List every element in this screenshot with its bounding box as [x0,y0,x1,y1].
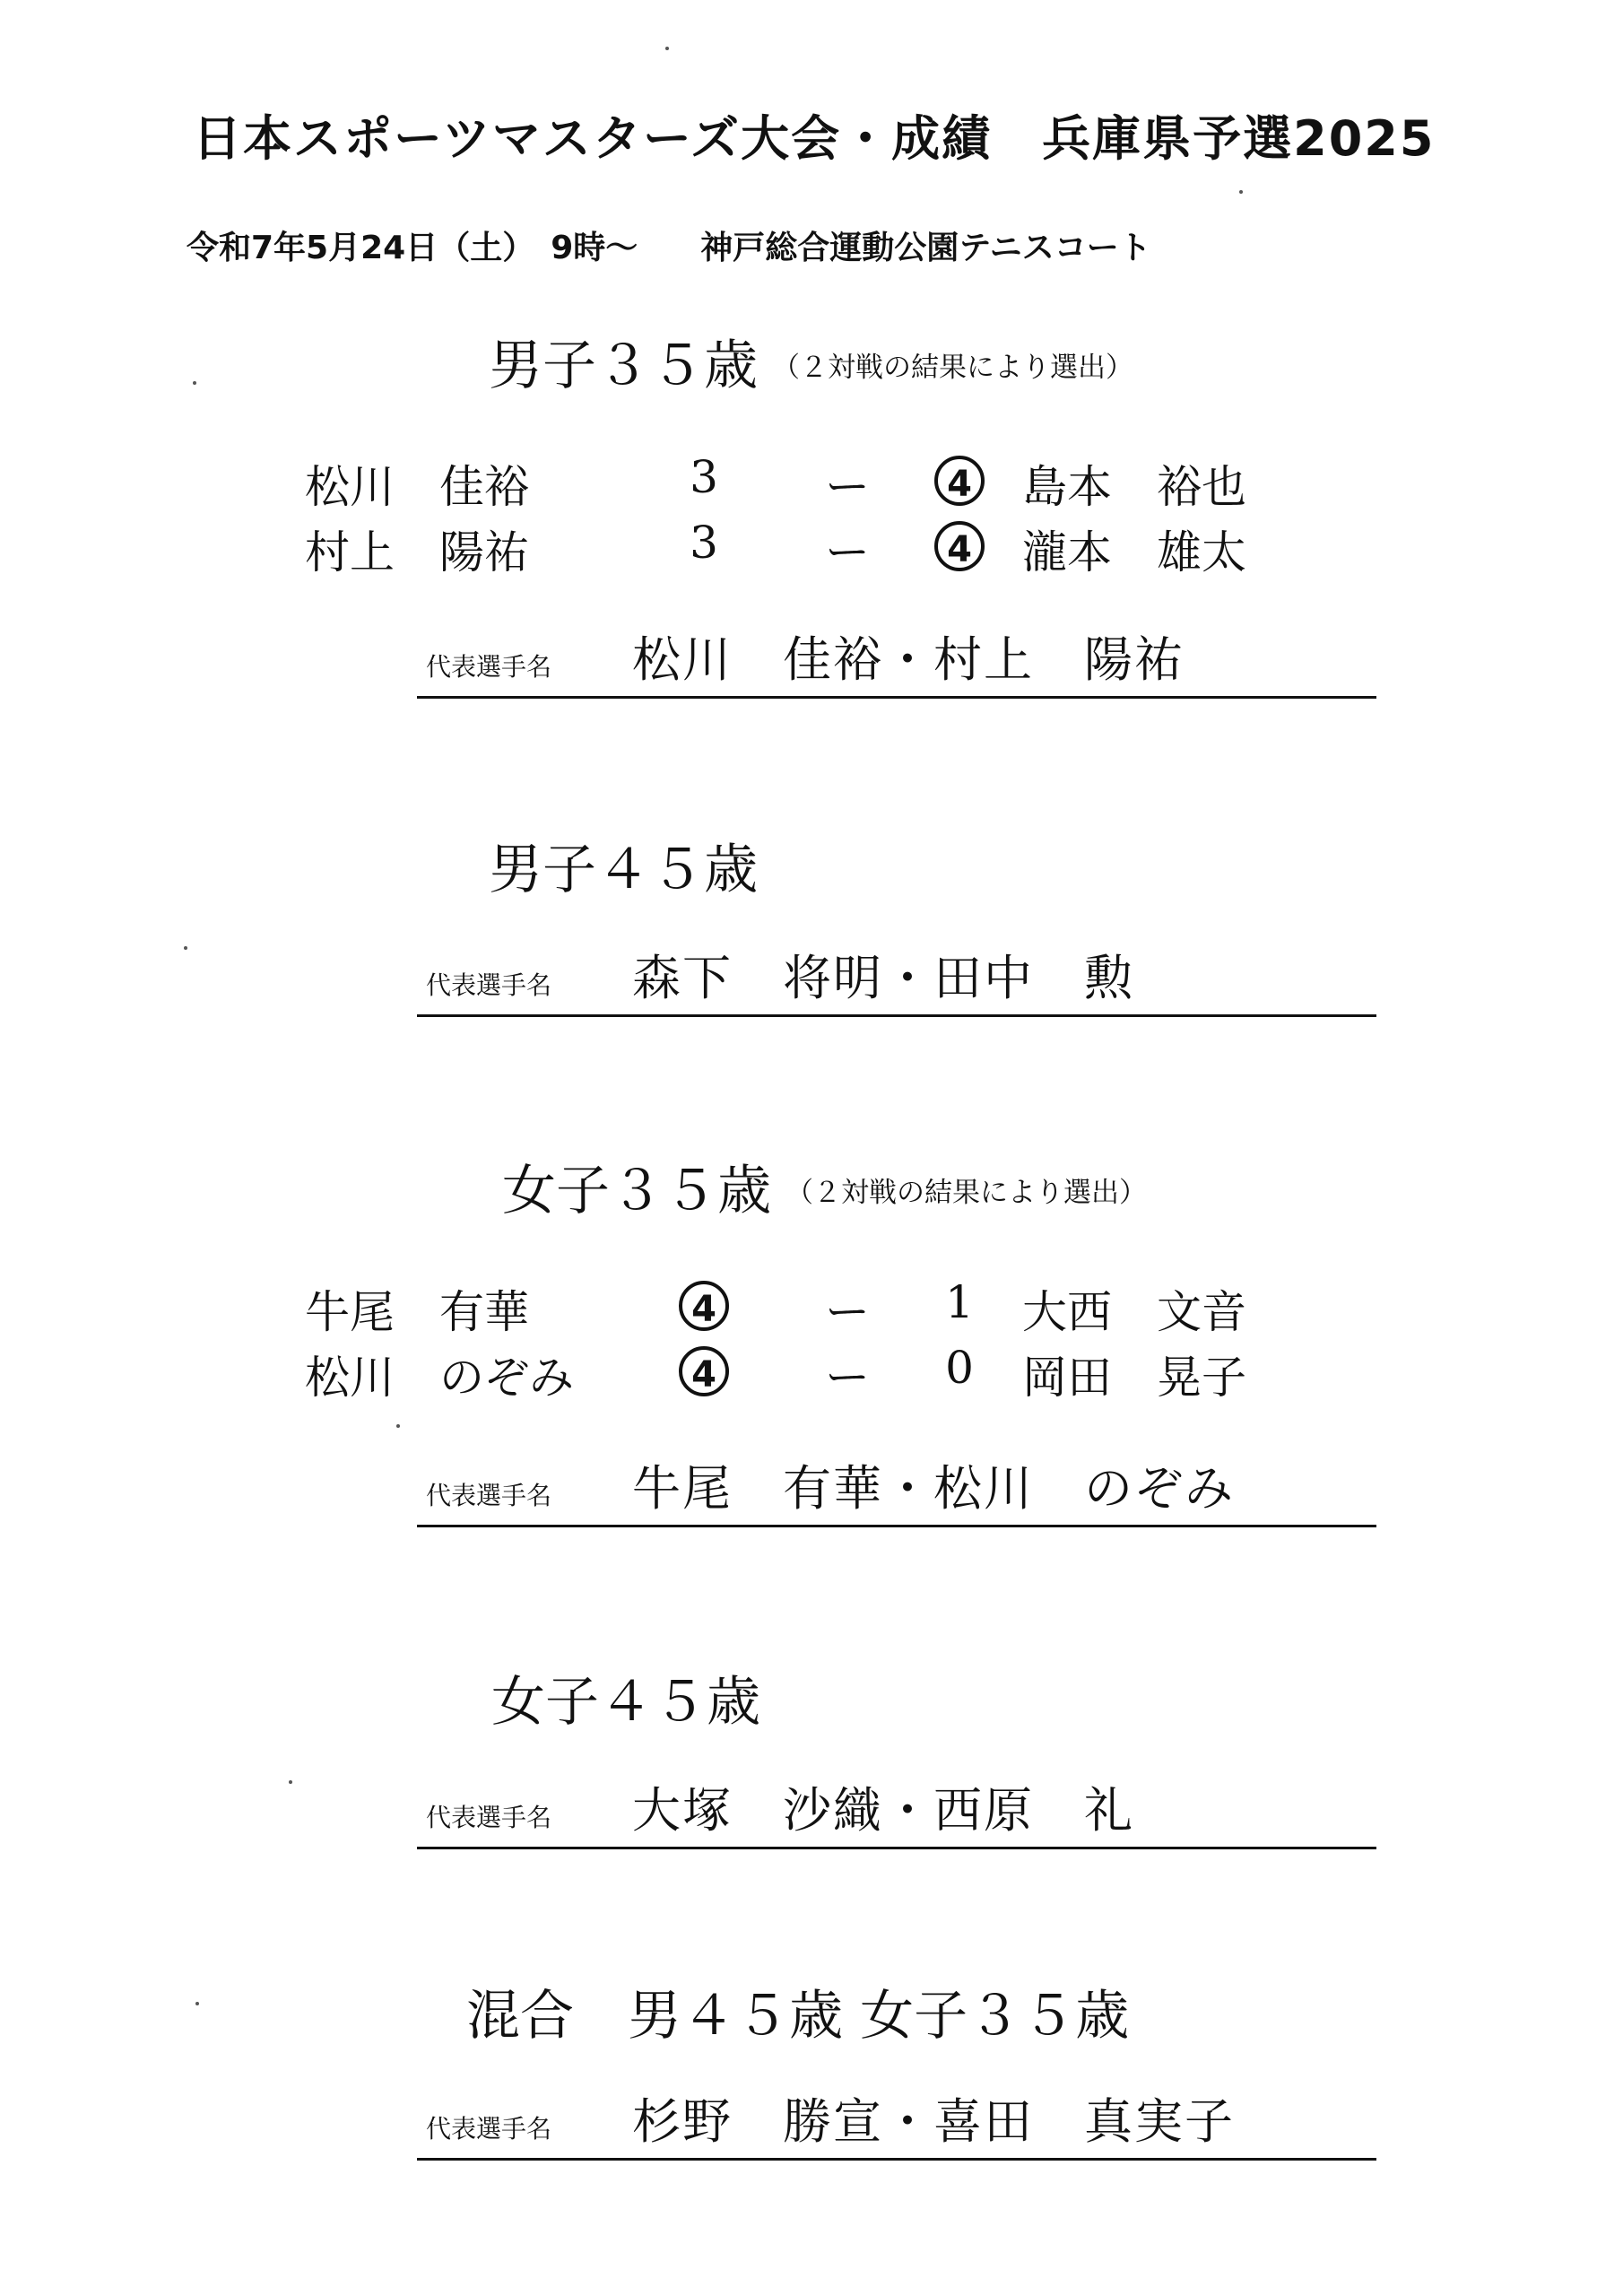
scan-speck [195,2002,199,2005]
event-info [187,222,1151,268]
event-date: 令和7年5月24日（土） 9時～ [187,230,638,266]
winner-score [924,451,995,503]
section-title: 女子３５歳 [502,1160,771,1222]
match-row [305,451,1309,514]
player2-name: 大西 文音 [1022,1286,1246,1338]
winner-circled-score: 4 [934,521,985,571]
player2-name: 岡田 晃子 [1022,1352,1246,1404]
winner-score [924,517,995,569]
scan-speck [665,47,669,50]
representatives-men35 [417,628,1376,699]
representatives-label: 代表選手名 [426,2114,552,2144]
winner-circled-score: 4 [934,456,985,506]
section-title: 女子４５歳 [491,1671,760,1734]
representatives-mixed [417,2090,1376,2161]
representatives-label: 代表選手名 [426,652,552,682]
scan-speck [193,381,196,385]
scan-speck [289,1780,292,1784]
representatives-label: 代表選手名 [426,1481,552,1510]
representatives-names: 松川 佳裕・村上 陽祐 [632,631,1185,688]
representatives-label: 代表選手名 [426,970,552,1000]
section-note: （２対戦の結果により選出） [772,352,1133,384]
winner-circled-score: 4 [679,1281,729,1331]
player1-score: 3 [690,517,718,569]
scan-speck [396,1424,400,1428]
representatives-names: 森下 将明・田中 勲 [632,950,1134,1006]
player1-score: 3 [690,451,718,503]
player1-name: 村上 陽祐 [305,526,529,578]
player1-name: 松川 のぞみ [305,1352,574,1404]
section-note: （２対戦の結果により選出） [785,1177,1147,1209]
winner-circled-score: 4 [679,1346,729,1396]
player2-score: 0 [945,1342,974,1394]
score-separator: ー [825,1286,870,1338]
representatives-label: 代表選手名 [426,1803,552,1832]
representatives-names: 牛尾 有華・松川 のぞみ [632,1460,1235,1517]
representatives-names: 大塚 沙織・西原 礼 [632,1782,1134,1839]
section-heading-mixed [466,1973,1129,2050]
section-heading-men35 [489,323,1133,400]
section-heading-women45 [491,1659,760,1736]
representatives-women45 [417,1779,1376,1849]
scan-speck [1239,190,1243,194]
winner-score [668,1276,740,1328]
section-title: 男子３５歳 [489,335,758,397]
document-title: 日本スポーツマスターズ大会・成績 兵庫県予選2025 [193,110,1436,167]
representatives-names: 杉野 勝宣・喜田 真実子 [632,2093,1235,2150]
player1-name: 牛尾 有華 [305,1286,529,1338]
player2-name: 瀧本 雄太 [1022,526,1246,578]
player2-name: 島本 裕也 [1022,461,1246,513]
representatives-men45 [417,946,1376,1017]
event-venue: 神戸総合運動公園テニスコート [700,230,1151,266]
match-row [305,517,1309,579]
score-separator: ー [825,461,870,513]
scan-speck [184,946,187,950]
match-row [305,1276,1309,1339]
section-title: 男子４５歳 [489,839,758,901]
score-separator: ー [825,1352,870,1404]
section-title: 混合 男４５歳 女子３５歳 [466,1985,1130,2048]
winner-score [668,1342,740,1394]
representatives-women35 [417,1457,1376,1527]
score-separator: ー [825,526,870,578]
player1-name: 松川 佳裕 [305,461,529,513]
match-row [305,1342,1309,1405]
player2-score: 1 [945,1276,974,1328]
section-heading-men45 [489,827,758,904]
section-heading-women35 [502,1148,1147,1225]
